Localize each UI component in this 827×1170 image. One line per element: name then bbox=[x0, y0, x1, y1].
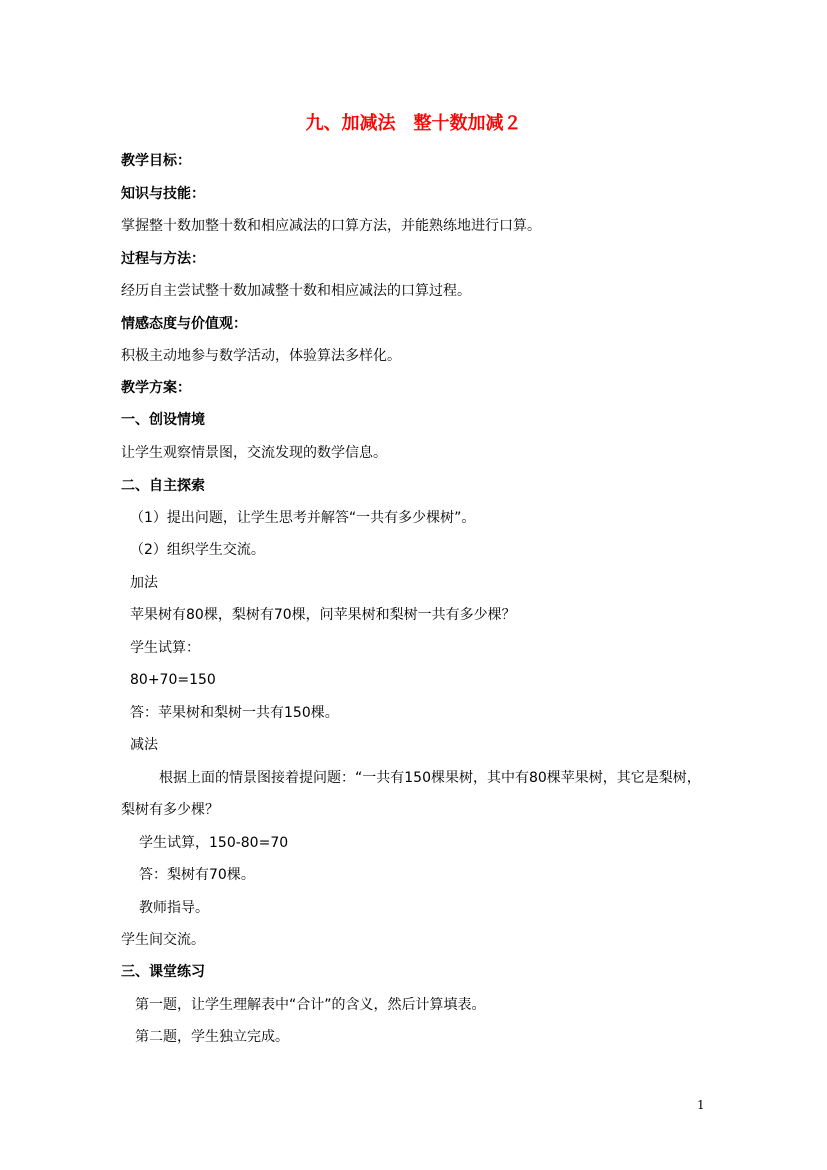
subtraction-label: 减法 bbox=[130, 737, 158, 753]
addition-try: 学生试算： bbox=[130, 640, 200, 656]
part3-item-2: 第二题，学生独立完成。 bbox=[135, 1029, 289, 1045]
addition-label: 加法 bbox=[130, 575, 158, 591]
addition-answer: 答：苹果树和梨树一共有150棵。 bbox=[130, 705, 339, 721]
addition-question: 苹果树有80棵，梨树有70棵，问苹果树和梨树一共有多少棵？ bbox=[130, 607, 516, 623]
part2-item-1: （1）提出问题，让学生思考并解答“一共有多少棵树”。 bbox=[130, 510, 476, 526]
knowledge-heading: 知识与技能： bbox=[121, 186, 205, 202]
part2-heading: 二、自主探索 bbox=[121, 478, 205, 494]
addition-calculation: 80+70=150 bbox=[130, 672, 216, 688]
plan-heading: 教学方案： bbox=[121, 380, 191, 396]
emotion-text: 积极主动地参与数学活动，体验算法多样化。 bbox=[121, 348, 401, 364]
part3-heading: 三、课堂练习 bbox=[121, 964, 205, 980]
part3-item-1: 第一题，让学生理解表中“合计”的含义，然后计算填表。 bbox=[135, 997, 486, 1013]
teacher-guidance: 教师指导。 bbox=[139, 900, 209, 916]
part2-item-2: （2）组织学生交流。 bbox=[130, 542, 265, 558]
objectives-heading: 教学目标： bbox=[121, 153, 191, 169]
process-heading: 过程与方法： bbox=[121, 251, 205, 267]
subtraction-try: 学生试算，150-80=70 bbox=[139, 835, 289, 851]
process-text: 经历自主尝试整十数加减整十数和相应减法的口算过程。 bbox=[121, 283, 471, 299]
student-exchange: 学生间交流。 bbox=[121, 932, 205, 948]
subtraction-question-line-1: 根据上面的情景图接着提问题：“一共有150棵果树，其中有80棵苹果树，其它是梨树， bbox=[159, 770, 701, 786]
subtraction-answer: 答：梨树有70棵。 bbox=[139, 867, 255, 883]
document-title: 九、加减法 整十数加减２ bbox=[305, 113, 522, 134]
part1-heading: 一、创设情境 bbox=[121, 412, 205, 428]
page-number: 1 bbox=[697, 1098, 705, 1112]
part1-text: 让学生观察情景图，交流发现的数学信息。 bbox=[121, 445, 387, 461]
emotion-heading: 情感态度与价值观： bbox=[121, 316, 247, 332]
subtraction-question-line-2: 梨树有多少棵？ bbox=[121, 802, 219, 818]
knowledge-text: 掌握整十数加整十数和相应减法的口算方法，并能熟练地进行口算。 bbox=[121, 218, 541, 234]
